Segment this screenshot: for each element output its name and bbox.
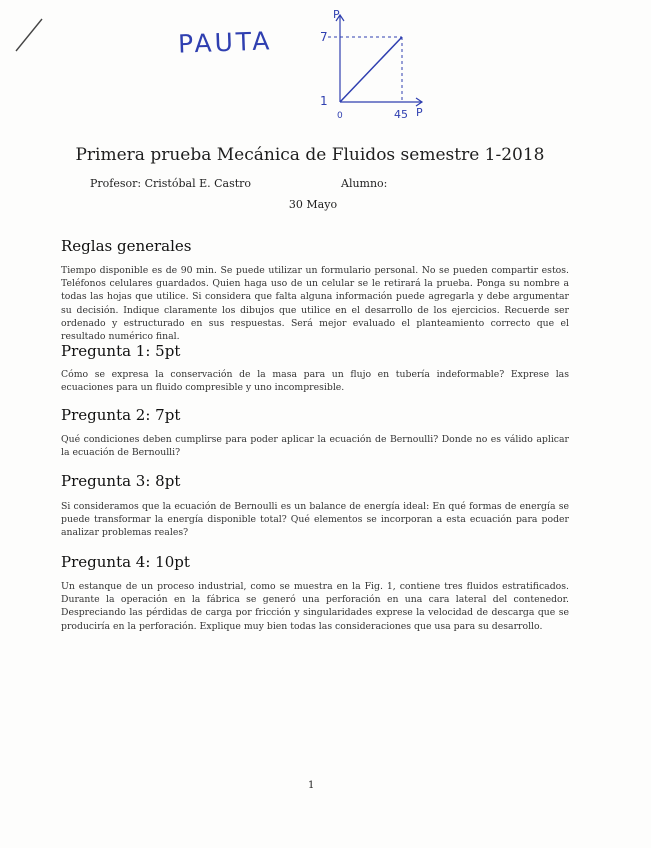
exam-title: Primera prueba Mecánica de Fluidos semestre 1-2018 (75, 145, 545, 165)
sketch-y-top: 7 (320, 30, 328, 44)
sketch-y-label: P (333, 8, 340, 21)
handwritten-pauta: PAUTA (177, 26, 273, 59)
scan-artifact-mark (10, 15, 50, 55)
question-2-text: Qué condiciones deben cumplirse para poder aplicar la ecuación de Bernoulli? Donde no es válido aplicar la ecuación de Bernoulli? (61, 434, 569, 459)
question-1-heading: Pregunta 1: 5pt (61, 342, 181, 360)
page-number: 1 (308, 780, 315, 791)
section-text-rules: Tiempo disponible es de 90 min. Se puede utilizar un formulario personal. No se pueden compartir estos. Teléfonos celulares guardados. Quien haga uso de un celular se le retirará la prueba. Ponga su nombre a todas las hojas que utilice. Si considera que falta alguna información puede agregarla y debe argumentar su decisión. Indique claramente los dibujos que utilice en el desarrollo de los ejercicios. Recuerde ser ordenado y estructurado en sus respuestas. Será mejor evaluado el planteamiento correcto que el resultado numérico final. (61, 265, 569, 343)
question-4-text: Un estanque de un proceso industrial, como se muestra en la Fig. 1, contiene tres fluidos estratificados. Durante la operación en la fábrica se generó una perforación en una cara lateral del contenedor. Despreciando las pérdidas de carga por fricción y singularidades exprese la velocidad de descarga que se produciría en la perforación. Explique muy bien todas las consideraciones que usa para su desarrollo. (61, 581, 569, 632)
sketch-x-value: 45 (394, 108, 408, 120)
question-1-text: Cómo se expresa la conservación de la masa para un flujo en tubería indeformable? Exprese las ecuaciones para un fluido compresible y uno incompresible. (61, 369, 569, 394)
question-2-heading: Pregunta 2: 7pt (61, 406, 181, 424)
professor-line: Profesor: Cristóbal E. Castro (90, 177, 252, 190)
question-3-heading: Pregunta 3: 8pt (61, 472, 181, 490)
sketch-x-label: P (416, 106, 423, 119)
handwritten-sketch (300, 4, 435, 120)
exam-date: 30 Mayo (288, 198, 338, 211)
section-heading-rules: Reglas generales (61, 237, 192, 255)
sketch-origin: 0 (337, 111, 343, 120)
question-4-heading: Pregunta 4: 10pt (61, 553, 190, 571)
sketch-y-bottom: 1 (320, 94, 328, 108)
question-3-text: Si consideramos que la ecuación de Bernoulli es un balance de energía ideal: En qué formas de energía se puede transformar la energía disponible total? Qué elementos se incorporan a esta ecuación para poder analizar problemas reales? (61, 501, 569, 539)
student-line: Alumno: (341, 177, 388, 190)
